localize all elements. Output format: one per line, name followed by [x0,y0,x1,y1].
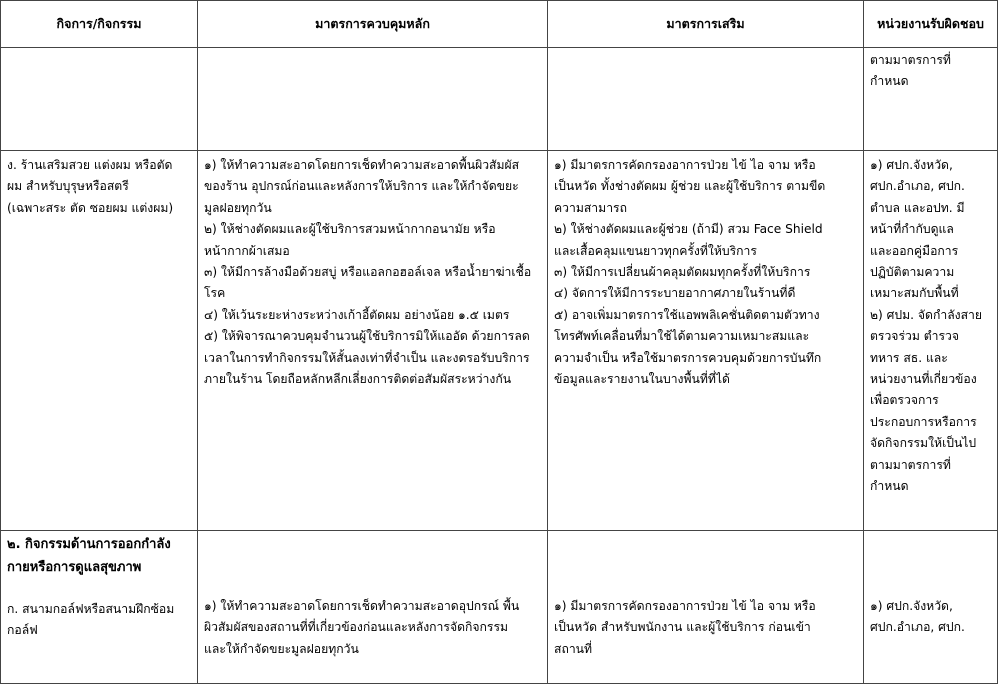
text-line: ตรวจร่วม ตำรวจ [870,329,960,344]
text-line: ๒) ให้ช่างตัดผมและผู้ใช้บริการสวมหน้ากากอนามัย หรือ [204,222,496,237]
text-line: ๒) ให้ช่างตัดผมและผู้ช่วย (ถ้ามี) สวม Face Shield [554,222,823,237]
text-line: มูลฝอยทุกวัน [204,200,272,215]
cell-main-measures [198,531,548,684]
text-line: กายหรือการดูแลสุขภาพ [7,560,142,575]
text-line: จัดกิจกรรมให้เป็นไป [870,436,977,451]
text-line: เป็นหวัด ทั้งช่างตัดผม ผู้ช่วย และผู้ใช้บริการ ตามขีด [554,179,826,194]
header-row [1,1,998,48]
text-line: เพื่อตรวจการ [870,393,939,408]
text-line: เป็นหวัด สำหรับพนักงาน และผู้ใช้บริการ ก่อนเข้า [554,620,811,635]
cell-main-measures [198,48,548,151]
text-line: ความสามารถ [554,200,627,215]
section-title [7,533,191,579]
text-line: ผม สำหรับบุรุษหรือสตรี [7,179,129,194]
text-line: กำหนด [870,479,909,494]
cell-activity [1,151,198,531]
measure-block [204,596,541,660]
table-row-sport [1,531,998,684]
text-line: และให้กำจัดขยะมูลฝอยทุกวัน [204,641,359,656]
cell-responsible [864,151,998,531]
cell-main-measures [198,151,548,531]
text-line: โรค [204,286,226,301]
sub-activity-title [7,599,191,642]
text-line: และเสื้อคลุมแขนยาวทุกครั้งที่ให้บริการ [554,243,757,258]
text-line: ศปก.อำเภอ, ศปก. [870,179,965,194]
cell-extra-measures [548,48,864,151]
text-line: หน้าที่กำกับดูแล [870,222,954,237]
text-line: หน่วยงานที่เกี่ยวข้อง [870,372,977,387]
text-line: หน้ากากผ้าเสมอ [204,243,290,258]
cell-activity [1,531,198,684]
measure-block [870,596,991,639]
text-line: ปฏิบัติตามความ [870,265,955,280]
cell-extra-measures [548,531,864,684]
text-line: โทรศัพท์เคลื่อนที่มาใช้ได้ตามความเหมาะสมและ [554,329,810,344]
text-line: ๕) อาจเพิ่มมาตรการใช้แอพพลิเคชั่นติดตามตัวทาง [554,307,820,322]
text-line: ๑) มีมาตรการคัดกรองอาการป่วย ไข้ ไอ จาม หรือ [554,158,816,172]
text-line: ๓) ให้มีการเปลี่ยนผ้าคลุมตัดผมทุกครั้งที่ให้บริการ [554,265,811,280]
text-line: ๑) ศปก.จังหวัด, [870,158,953,172]
text-line: ๔) ให้เว้นระยะห่างระหว่างเก้าอี้ตัดผม อย่างน้อย ๑.๕ เมตร [204,307,510,322]
measure-block [554,596,857,660]
text-line: เวลาในการทำกิจกรรมให้สั้นลงเท่าที่จำเป็น และงดรอรับบริการ [204,350,530,365]
cell-extra-measures [548,151,864,531]
text-line: ศปก.อำเภอ, ศปก. [870,620,965,635]
text-line: กอล์ฟ [7,623,38,638]
header-activity: กิจการ/กิจกรรม [1,1,198,48]
text-line: ของร้าน อุปกรณ์ก่อนและหลังการให้บริการ และให้กำจัดขยะ [204,179,519,194]
text-line: ความจำเป็น หรือใช้มาตรการควบคุมด้วยการบันทึก [554,350,822,365]
text-line: ๑) มีมาตรการคัดกรองอาการป่วย ไข้ ไอ จาม หรือ [554,599,816,613]
text-line: ๑) ศปก.จังหวัด, [870,599,953,613]
text-line: ภายในร้าน โดยถือหลักหลีกเลี่ยงการติดต่อสัมผัสระหว่างกัน [204,372,512,387]
text-line: ๕) ให้พิจารณาควบคุมจำนวนผู้ใช้บริการมิให้แออัด ด้วยการลด [204,329,530,344]
text-line: ๑) ให้ทำความสะอาดโดยการเช็ดทำความสะอาดพื้นผิวสัมผัส [204,158,520,172]
table-row-salon [1,151,998,531]
text-line: (เฉพาะสระ ตัด ซอยผม แต่งผม) [7,200,174,215]
table-row-continued [1,48,998,151]
text-line: ๒) ศปม. จัดกำลังสาย [870,307,983,322]
text-line: ตามมาตรการที่ [870,457,951,472]
text-line: ตามมาตรการที่ [870,53,951,67]
text-line: เหมาะสมกับพื้นที่ [870,286,959,301]
header-extra-measures: มาตรการเสริม [548,1,864,48]
header-main-measures: มาตรการควบคุมหลัก [198,1,548,48]
cell-activity [1,48,198,151]
text-line: ๒. กิจกรรมด้านการออกกำลัง [7,537,171,552]
header-responsible: หน่วยงานรับผิดชอบ [864,1,998,48]
text-line: ข้อมูลและรายงานในบางพื้นที่ที่ได้ [554,372,730,387]
text-line: ง. ร้านเสริมสวย แต่งผม หรือตัด [7,158,173,172]
cell-responsible [864,48,998,151]
text-line: ก. สนามกอล์ฟหรือสนามฝึกซ้อม [7,602,175,616]
text-line: ๓) ให้มีการล้างมือด้วยสบู่ หรือแอลกอฮอล์เจล หรือน้ำยาฆ่าเชื้อ [204,265,532,280]
text-line: และออกคู่มือการ [870,243,959,258]
text-line: ตำบล และอปท. มี [870,200,965,215]
text-line: ทหาร สธ. และ [870,350,948,365]
text-line: กำหนด [870,74,909,89]
text-line: ผิวสัมผัสของสถานที่ที่เกี่ยวข้องก่อนและหลังการจัดกิจกรรม [204,620,509,635]
cell-responsible [864,531,998,684]
text-line: ๔) จัดการให้มีการระบายอากาศภายในร้านที่ดี [554,286,796,301]
text-line: ๑) ให้ทำความสะอาดโดยการเช็ดทำความสะอาดอุปกรณ์ พื้น [204,599,520,613]
text-line: สถานที่ [554,641,593,656]
text-line: ประกอบการหรือการ [870,414,977,429]
